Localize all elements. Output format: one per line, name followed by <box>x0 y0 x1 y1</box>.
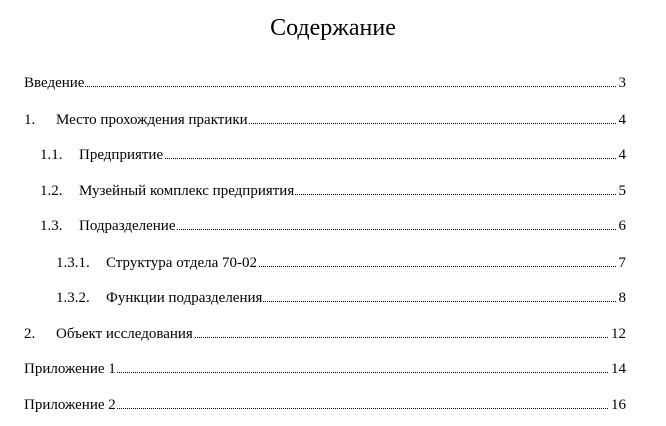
page-title: Содержание <box>270 15 396 41</box>
toc-entry-title: Музейный комплекс предприятия <box>79 183 295 199</box>
toc-entry-section-2 <box>0 324 666 344</box>
toc-entry-page: 12 <box>611 326 626 342</box>
toc-entry-page: 4 <box>618 112 626 128</box>
toc-entry-title: Функции подразделения <box>106 290 263 306</box>
toc-entry-page: 5 <box>618 183 626 199</box>
toc-entry-title: Приложение 1 <box>24 361 116 377</box>
toc-entry-section-1-3-2 <box>0 288 666 308</box>
toc-entry-page: 4 <box>618 147 626 163</box>
toc-entry-number: 1.3. <box>40 218 63 234</box>
toc-entry-section-1-1 <box>0 145 666 165</box>
toc-entry-number: 1.3.1. <box>56 255 90 271</box>
toc-entry-page: 16 <box>611 397 626 413</box>
toc-entry-number: 1.3.2. <box>56 290 90 306</box>
toc-entry-section-1-3-1 <box>0 253 666 273</box>
toc-entry-number: 1. <box>24 112 36 128</box>
toc-entry-title: Введение <box>24 75 85 91</box>
toc-entry-number: 2. <box>24 326 36 342</box>
toc-entry-number: 1.2. <box>40 183 63 199</box>
toc-entry-number: 1.1. <box>40 147 63 163</box>
toc-entry-page: 6 <box>618 218 626 234</box>
toc-entry-page: 14 <box>611 361 626 377</box>
toc-entry-title: Подразделение <box>79 218 176 234</box>
toc-entry-page: 7 <box>618 255 626 271</box>
toc-entry-section-1-3 <box>0 216 666 236</box>
toc-entry-introduction <box>0 73 666 93</box>
toc-entry-appendix-2 <box>0 395 666 415</box>
toc-entry-page: 8 <box>618 290 626 306</box>
toc-entry-page: 3 <box>618 75 626 91</box>
toc-entry-title: Объект исследования <box>56 326 193 342</box>
toc-entry-appendix-1 <box>0 359 666 379</box>
toc-dot-leader <box>24 86 618 87</box>
toc-entry-section-1-2 <box>0 181 666 201</box>
toc-entry-section-1 <box>0 110 666 130</box>
toc-entry-title: Приложение 2 <box>24 397 116 413</box>
toc-entry-title: Предприятие <box>79 147 164 163</box>
toc-entry-title: Структура отдела 70-02 <box>106 255 258 271</box>
toc-entry-title: Место прохождения практики <box>56 112 248 128</box>
